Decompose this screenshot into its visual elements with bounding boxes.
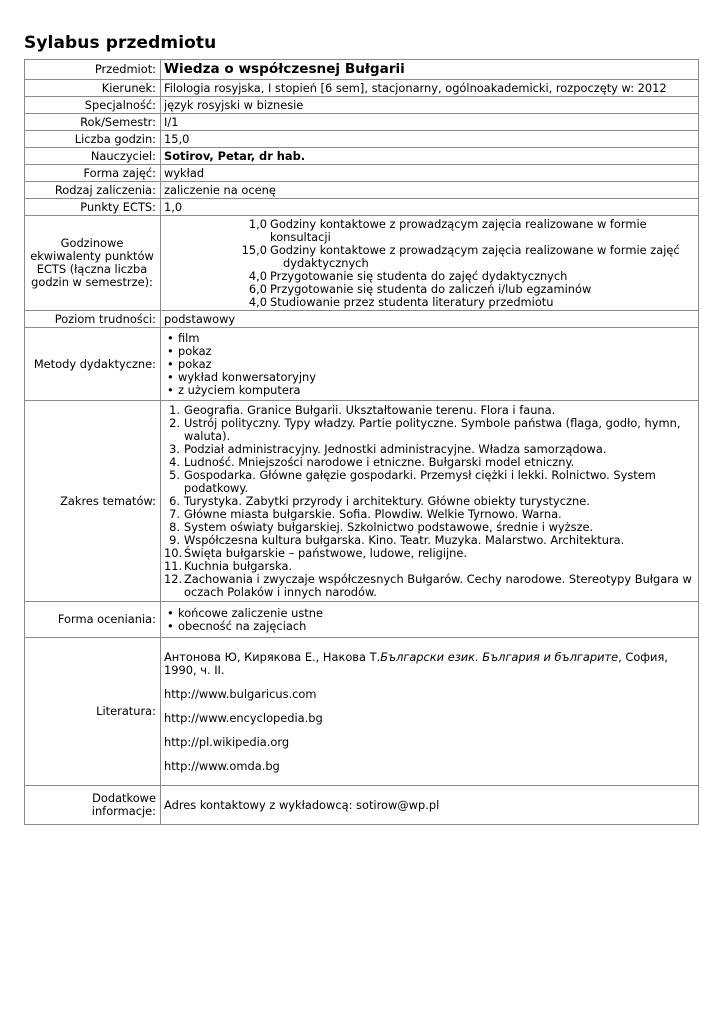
hours-description-line: Przygotowanie się studenta do zajęć dydaktycznych	[270, 269, 568, 283]
book-title: Български език. България и българите	[380, 649, 619, 664]
label-poziom: Poziom trudności:	[25, 311, 161, 328]
topic-number: 7.	[169, 506, 180, 521]
topic-text: Turystyka. Zabytki przyrody i architektury. Główne obiekty turystyczne.	[184, 493, 590, 508]
row-ects	[25, 199, 699, 216]
topic-text-line: Zachowania i zwyczaje współczesnych Bułgarów. Cechy narodowe. Stereotypy Bułgara w	[184, 571, 692, 586]
label-ects: Punkty ECTS:	[25, 199, 161, 216]
row-forma	[25, 165, 699, 182]
topic-text-line: Gospodarka. Główne gałęzie gospodarki. Przemysł ciężki i lekki. Rolnictwo. System	[184, 467, 656, 482]
topic-number: 1.	[169, 402, 180, 417]
row-nauczyciel	[25, 148, 699, 165]
methods-list	[161, 328, 699, 401]
list-item: • obecność na zajęciach	[164, 620, 695, 633]
topic-text-continuation: waluta).	[184, 428, 231, 443]
ects-hours-item	[164, 218, 695, 244]
topic-number: 3.	[169, 441, 180, 456]
subject-name: Wiedza o współczesnej Bułgarii	[161, 60, 699, 80]
grading-list	[161, 602, 699, 638]
list-item: • pokaz	[164, 345, 695, 358]
topic-item	[164, 443, 695, 456]
literature-link: http://www.bulgaricus.com	[164, 686, 317, 701]
list-item: • końcowe zaliczenie ustne	[164, 607, 695, 620]
value-godziny: 15,0	[161, 131, 699, 148]
value-ects: 1,0	[161, 199, 699, 216]
book-details: , София, 1990, ч. II.	[164, 649, 668, 677]
hours-value: 4,0	[248, 269, 267, 283]
topic-number: 9.	[169, 532, 180, 547]
row-ocenianie	[25, 602, 699, 638]
row-poziom	[25, 311, 699, 328]
label-rok: Rok/Semestr:	[25, 114, 161, 131]
syllabus-table	[24, 59, 699, 825]
literature-link: http://www.omda.bg	[164, 758, 280, 773]
hours-description-line: Studiowanie przez studenta literatury przedmiotu	[270, 295, 554, 309]
list-item: • pokaz	[164, 358, 695, 371]
topic-item	[164, 495, 695, 508]
label-zakres: Zakres tematów:	[25, 401, 161, 602]
topic-text: System oświaty bułgarskiej. Szkolnictwo podstawowe, średnie i wyższe.	[184, 519, 594, 534]
label-zaliczenie: Rodzaj zaliczenia:	[25, 182, 161, 199]
hours-description	[270, 296, 695, 309]
topic-text	[184, 573, 695, 599]
row-dodatkowe	[25, 786, 699, 825]
topics-numbered	[164, 404, 695, 599]
row-rok	[25, 114, 699, 131]
hours-description-line: Godziny kontaktowe z prowadzącym zajęcia realizowane w formie zajęć	[270, 243, 680, 257]
topic-text-continuation: oczach Polaków i innych narodów.	[184, 584, 377, 599]
literature-book	[164, 651, 695, 677]
label-specjalnosc: Specjalność:	[25, 97, 161, 114]
list-item: • z użyciem komputera	[164, 384, 695, 397]
hours-description	[270, 244, 695, 270]
topic-item	[164, 508, 695, 521]
topic-item	[164, 521, 695, 534]
hours-description-line: Przygotowanie się studenta do zaliczeń i/lub egzaminów	[270, 282, 592, 296]
topic-text-line: Ustrój polityczny. Typy władzy. Partie polityczne. Symbole państwa (flaga, godło, hymn,	[184, 415, 681, 430]
topic-text: Główne miasta bułgarskie. Sofia. Plowdiw. Welkie Tyrnowo. Warna.	[184, 506, 562, 521]
book-authors: Антонова Ю, Кирякова Е., Накова Т.	[164, 649, 381, 664]
topic-text: Współczesna kultura bułgarska. Kino. Teatr. Muzyka. Malarstwo. Architektura.	[184, 532, 625, 547]
topic-text: Święta bułgarskie – państwowe, ludowe, religijne.	[184, 545, 468, 560]
hours-description-continuation: dydaktycznych	[283, 256, 369, 270]
row-przedmiot	[25, 60, 699, 80]
row-specjalnosc	[25, 97, 699, 114]
topic-text: Ludność. Mniejszości narodowe i etniczne. Bułgarski model etniczny.	[184, 454, 575, 469]
topic-text: Geografia. Granice Bułgarii. Ukształtowanie terenu. Flora i fauna.	[184, 402, 556, 417]
label-dodatkowe: Dodatkowe informacje:	[25, 786, 161, 825]
hours-value: 6,0	[248, 282, 267, 296]
hours-value: 15,0	[241, 243, 267, 257]
label-nauczyciel: Nauczyciel:	[25, 148, 161, 165]
page-title: Sylabus przedmiotu	[24, 33, 217, 53]
row-zakres	[25, 401, 699, 602]
methods-bullets	[164, 332, 695, 397]
hours-description	[270, 218, 695, 244]
list-item: • film	[164, 332, 695, 345]
topic-item	[164, 573, 695, 599]
topic-text	[184, 417, 695, 443]
topic-number: 4.	[169, 454, 180, 469]
hours-value: 4,0	[248, 295, 267, 309]
row-literatura	[25, 638, 699, 786]
topic-text-continuation: podatkowy.	[184, 480, 249, 495]
value-dodatkowe: Adres kontaktowy z wykładowcą: sotirow@wp.pl	[161, 786, 699, 825]
topic-number: 2.	[169, 415, 180, 430]
label-forma: Forma zajęć:	[25, 165, 161, 182]
list-item: • wykład konwersatoryjny	[164, 371, 695, 384]
topic-text: Kuchnia bułgarska.	[184, 558, 293, 573]
value-rok: I/1	[161, 114, 699, 131]
grading-bullets	[164, 607, 695, 633]
label-kierunek: Kierunek:	[25, 80, 161, 97]
literature-link: http://pl.wikipedia.org	[164, 734, 290, 749]
topic-item	[164, 534, 695, 547]
topic-item	[164, 417, 695, 443]
value-kierunek: Filologia rosyjska, I stopień [6 sem], stacjonarny, ogólnoakademicki, rozpoczęty w: 2012	[161, 80, 699, 97]
value-forma: wykład	[161, 165, 699, 182]
hours-description-line: Godziny kontaktowe z prowadzącym zajęcia realizowane w formie konsultacji	[270, 217, 647, 244]
topic-number: 6.	[169, 493, 180, 508]
row-metody	[25, 328, 699, 401]
row-godziny	[25, 131, 699, 148]
topic-item	[164, 469, 695, 495]
topic-text: Podział administracyjny. Jednostki administracyjne. Władza samorządowa.	[184, 441, 607, 456]
teacher-name: Sotirov, Petar, dr hab.	[161, 148, 699, 165]
ects-hours-list	[161, 216, 699, 311]
label-przedmiot: Przedmiot:	[25, 60, 161, 80]
topics-list	[161, 401, 699, 602]
label-ocenianie: Forma oceniania:	[25, 602, 161, 638]
ects-hours-item	[164, 296, 695, 309]
topic-number: 12.	[164, 571, 183, 586]
topic-number: 5.	[169, 467, 180, 482]
topic-number: 10.	[164, 545, 183, 560]
ects-hours-item	[164, 244, 695, 270]
value-specjalnosc: język rosyjski w biznesie	[161, 97, 699, 114]
topic-number: 11.	[164, 558, 183, 573]
row-ekwiwalenty	[25, 216, 699, 311]
row-kierunek	[25, 80, 699, 97]
label-literatura: Literatura:	[25, 638, 161, 786]
label-metody: Metody dydaktyczne:	[25, 328, 161, 401]
label-ekwiwalenty: Godzinowe ekwiwalenty punktów ECTS (łączna liczba godzin w semestrze):	[25, 216, 161, 311]
value-poziom: podstawowy	[161, 311, 699, 328]
label-godziny: Liczba godzin:	[25, 131, 161, 148]
row-zaliczenie	[25, 182, 699, 199]
literature-link: http://www.encyclopedia.bg	[164, 710, 323, 725]
value-zaliczenie: zaliczenie na ocenę	[161, 182, 699, 199]
hours-value: 1,0	[248, 217, 267, 231]
topic-text	[184, 469, 695, 495]
literature-list	[161, 638, 699, 786]
topic-number: 8.	[169, 519, 180, 534]
topic-item	[164, 547, 695, 560]
